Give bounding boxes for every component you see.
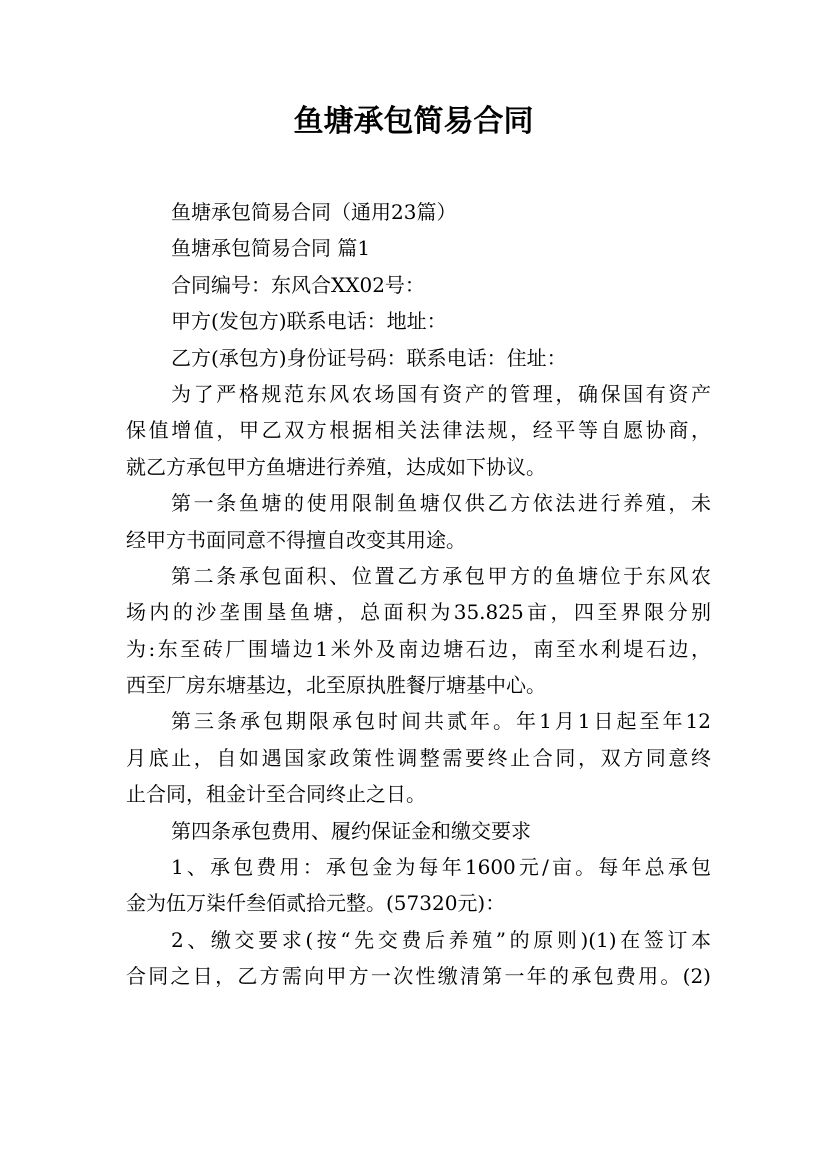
- article-1-line: 第一条鱼塘的使用限制鱼塘仅供乙方依法进行养殖，未: [171, 491, 711, 516]
- contract-number: 合同编号：东风合XX02号：: [171, 272, 425, 297]
- article-4-heading: 第四条承包费用、履约保证金和缴交要求: [171, 818, 531, 843]
- article-1-line: 经甲方书面同意不得擅自改变其用途。: [126, 527, 466, 552]
- article-4-line: 1、承包费用：承包金为每年1600元/亩。每年总承包: [171, 855, 711, 880]
- preamble-line: 为了严格规范东风农场国有资产的管理，确保国有资产: [171, 381, 711, 406]
- party-b-line: 乙方(承包方)身份证号码：联系电话：住址：: [171, 345, 567, 370]
- document-title: 鱼塘承包简易合同: [293, 104, 534, 139]
- party-a-line: 甲方(发包方)联系电话：地址：: [171, 309, 447, 334]
- article-2-line: 西至厂房东塘基边，北至原执胜餐厅塘基中心。: [126, 673, 546, 698]
- article-3-line: 止合同，租金计至合同终止之日。: [126, 782, 426, 807]
- preamble-line: 保值增值，甲乙双方根据相关法律法规，经平等自愿协商，: [126, 418, 711, 443]
- article-2-line: 第二条承包面积、位置乙方承包甲方的鱼塘位于东风农: [171, 563, 711, 588]
- article-3-line: 第三条承包期限承包时间共贰年。年1月1日起至年12: [171, 709, 711, 734]
- section-heading: 鱼塘承包简易合同 篇1: [171, 236, 371, 261]
- document-body: [126, 194, 711, 995]
- subtitle-line: 鱼塘承包简易合同（通用23篇）: [171, 200, 457, 224]
- article-4-line: 2、缴交要求(按“先交费后养殖”的原则)(1)在签订本: [171, 927, 711, 952]
- article-2-line: 场内的沙垄围垦鱼塘，总面积为35.825亩，四至界限分别: [126, 600, 711, 625]
- preamble-line: 就乙方承包甲方鱼塘进行养殖，达成如下协议。: [126, 454, 546, 479]
- article-3-line: 月底止，自如遇国家政策性调整需要终止合同，双方同意终: [126, 745, 711, 770]
- article-2-line: 为:东至砖厂围墙边1米外及南边塘石边，南至水利堤石边，: [126, 636, 711, 661]
- article-4-line: 合同之日，乙方需向甲方一次性缴清第一年的承包费用。(2): [126, 964, 711, 989]
- article-4-line: 金为伍万柒仟叁佰贰拾元整。(57320元)：: [126, 891, 506, 916]
